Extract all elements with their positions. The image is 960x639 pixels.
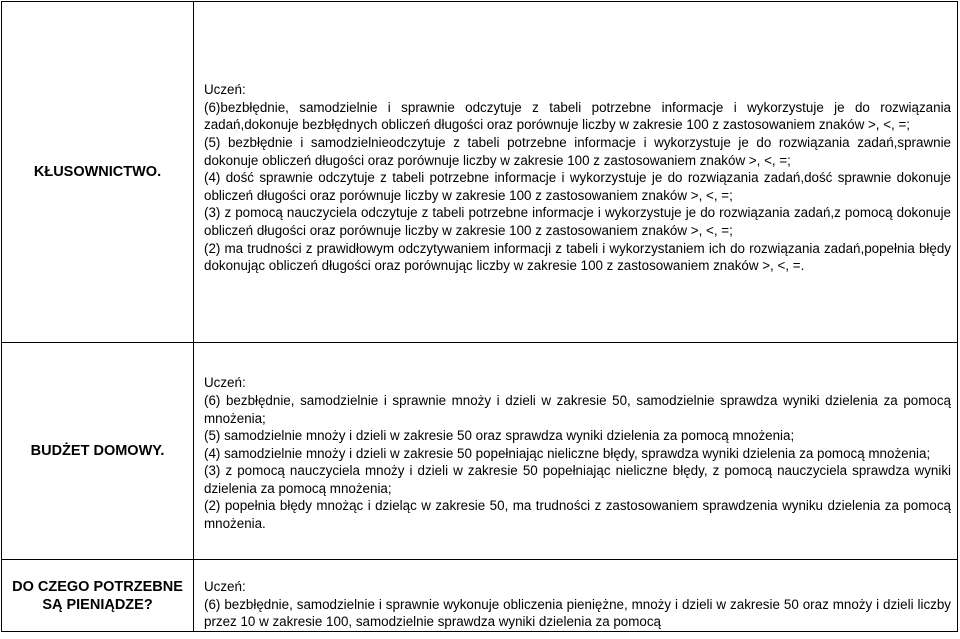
- row-content: [194, 2, 958, 343]
- row-heading: DO CZEGO POTRZEBNE SĄ PIENIĄDZE?: [2, 560, 194, 632]
- row-heading: KŁUSOWNICTWO.: [2, 2, 194, 343]
- table-row: [2, 560, 958, 632]
- intro-label: Uczeń:: [204, 82, 246, 98]
- row-heading: BUDŻET DOMOWY.: [2, 343, 194, 560]
- criteria-table: [1, 1, 958, 632]
- row-content: [194, 343, 958, 560]
- criterion-item: (5) bezbłędnie i samodzielnieodczytuje z tabeli potrzebne informacje i wykorzystuje je do rozwiązania zadań,sprawnie dokonuje obliczeń długości oraz porównuje liczby w zakresie 100 z zastosowaniem znaków >, <, =;: [204, 135, 951, 168]
- table-row: [2, 343, 958, 560]
- criterion-item: (5) samodzielnie mnoży i dzieli w zakresie 50 oraz sprawdza wyniki dzielenia za pomocą mnożenia;: [204, 428, 795, 444]
- criterion-item: (2) ma trudności z prawidłowym odczytywaniem informacji z tabeli i wykorzystaniem ich do rozwiązania zadań,popełnia błędy dokonując obliczeń długości oraz porównując liczby w zakresie 100 z zastosowaniem znaków >, <, =.: [204, 240, 951, 274]
- intro-label: Uczeń:: [204, 375, 246, 391]
- criterion-item: (6) bezbłędnie, samodzielnie i sprawnie mnoży i dzieli w zakresie 50, samodzielnie sprawdza wyniki dzielenia za pomocą mnożenia;: [204, 392, 951, 426]
- table-row: [2, 2, 958, 343]
- criterion-item: (6)bezbłędnie, samodzielnie i sprawnie odczytuje z tabeli potrzebne informacje i wykorzystuje je do rozwiązania zadań,dokonuje bezbłędnych obliczeń długości oraz porównuje liczby w zakresie 100 z zastosowaniem znaków >, <, =;: [204, 99, 951, 133]
- intro-label: Uczeń:: [204, 579, 246, 594]
- criterion-item: (3) z pomocą nauczyciela odczytuje z tabeli potrzebne informacje i wykorzystuje je do rozwiązania zadań,z pomocą dokonuje obliczeń długości oraz porównuje liczby w zakresie 100 z zastosowaniem znaków >, <, =;: [204, 205, 951, 238]
- row-content: [194, 560, 958, 632]
- criterion-item: (4) dość sprawnie odczytuje z tabeli potrzebne informacje i wykorzystuje je do rozwiązania zadań,dość sprawnie dokonuje obliczeń długości oraz porównuje liczby w zakresie 100 z zastosowaniem znaków >, <, =;: [204, 170, 951, 203]
- criterion-item: (6) bezbłędnie, samodzielnie i sprawnie wykonuje obliczenia pieniężne, mnoży i dzieli w zakresie 50 oraz mnoży i dzieli liczby przez 10 w zakresie 100, samodzielnie sprawdza wyniki dzielenia za pomocą: [204, 596, 951, 630]
- criterion-item: (2) popełnia błędy mnożąc i dzieląc w zakresie 50, ma trudności z zastosowaniem sprawdzenia wyniku dzielenia za pomocą mnożenia.: [204, 498, 951, 532]
- criterion-item: (4) samodzielnie mnoży i dzieli w zakresie 50 popełniając nieliczne błędy, sprawdza wyniki dzielenia za pomocą mnożenia;: [204, 445, 931, 461]
- criterion-item: (3) z pomocą nauczyciela mnoży i dzieli w zakresie 50 popełniając nieliczne błędy, z pomocą nauczyciela sprawdza wyniki dzielenia za pomocą mnożenia;: [204, 463, 951, 496]
